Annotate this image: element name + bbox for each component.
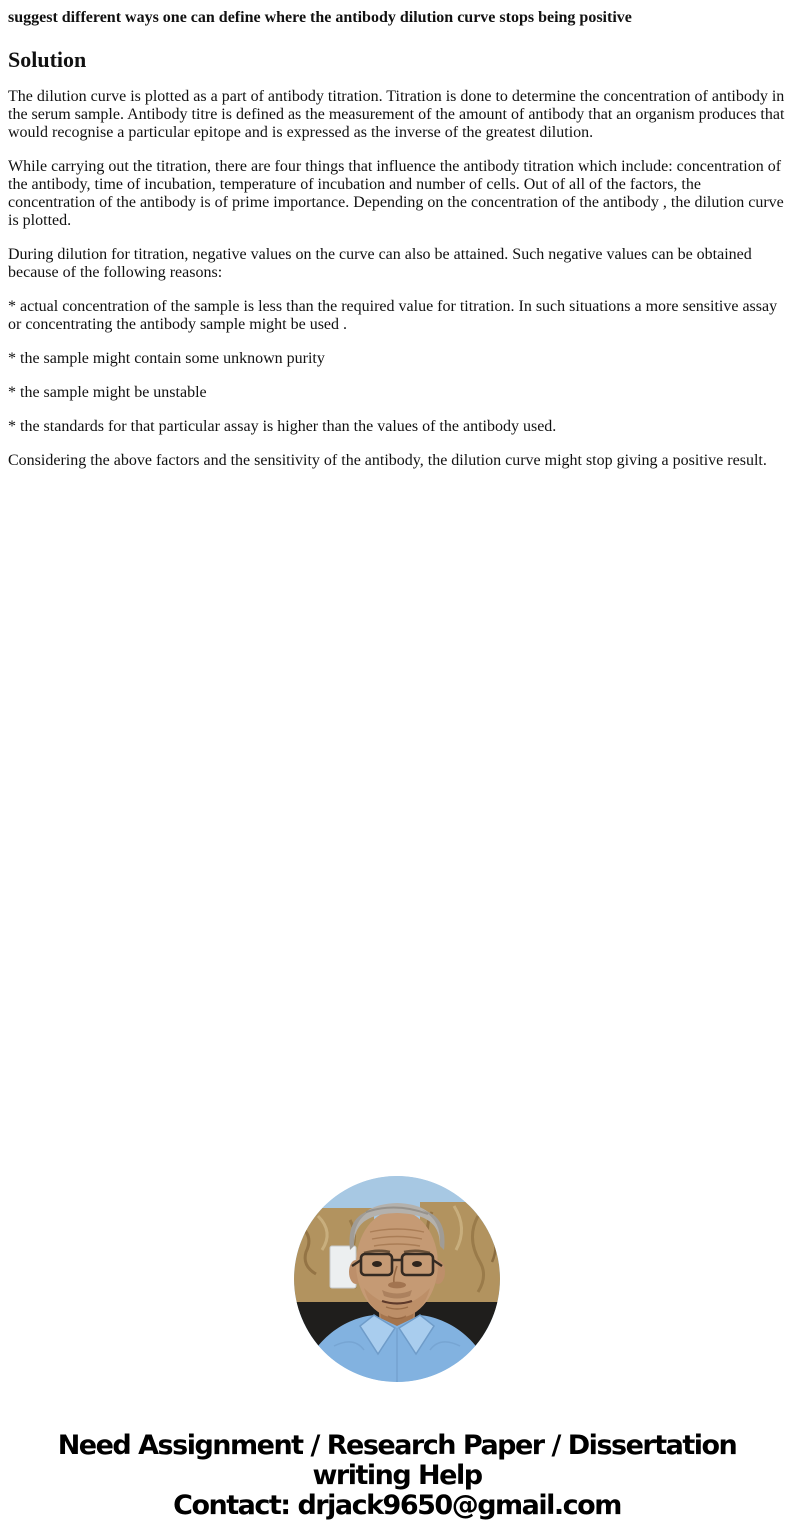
bullet-unstable-sample: * the sample might be unstable <box>8 384 207 401</box>
para-negative-values: During dilution for titration, negative values on the curve can also be attained. Such negative values can be obtained because of the following reasons: <box>8 246 752 281</box>
bullet-concentration: * actual concentration of the sample is less than the required value for titration. In such situations a more sensitive assay or concentrating the antibody sample might be used . <box>8 298 778 333</box>
footer-line-2: writing Help <box>312 1460 482 1491</box>
para-dilution-curve: The dilution curve is plotted as a part of antibody titration. Titration is done to determine the concentration of antibody in the serum sample. Antibody titre is defined as the measurement of the amount of antibody that an organism produces that would recognise a particular epitope and is expressed as the inverse of the greatest dilution. <box>8 88 785 141</box>
avatar-section <box>0 1176 794 1382</box>
bullet-assay-standards: * the standards for that particular assay is higher than the values of the antibody used. <box>8 418 557 435</box>
question-title: suggest different ways one can define where the antibody dilution curve stops being positive <box>8 9 632 26</box>
solution-heading: Solution <box>8 47 87 72</box>
footer-cta <box>0 1431 794 1521</box>
footer-line-1: Need Assignment / Research Paper / Dissertation <box>57 1430 737 1461</box>
bullet-unknown-purity: * the sample might contain some unknown purity <box>8 350 325 367</box>
tutor-avatar <box>294 1176 500 1382</box>
solution-document <box>0 0 794 494</box>
para-conclusion: Considering the above factors and the sensitivity of the antibody, the dilution curve might stop giving a positive result. <box>8 452 767 469</box>
para-titration-factors: While carrying out the titration, there are four things that influence the antibody titration which include: concentration of the antibody, time of incubation, temperature of incubation and number of cells. Out of all of the factors, the concentration of the antibody is of prime importance. Depending on the concentration of the antibody , the dilution curve is plotted. <box>8 158 784 229</box>
tutor-photo-icon <box>294 1176 500 1382</box>
contact-email-line: Contact: drjack9650@gmail.com <box>173 1490 621 1521</box>
